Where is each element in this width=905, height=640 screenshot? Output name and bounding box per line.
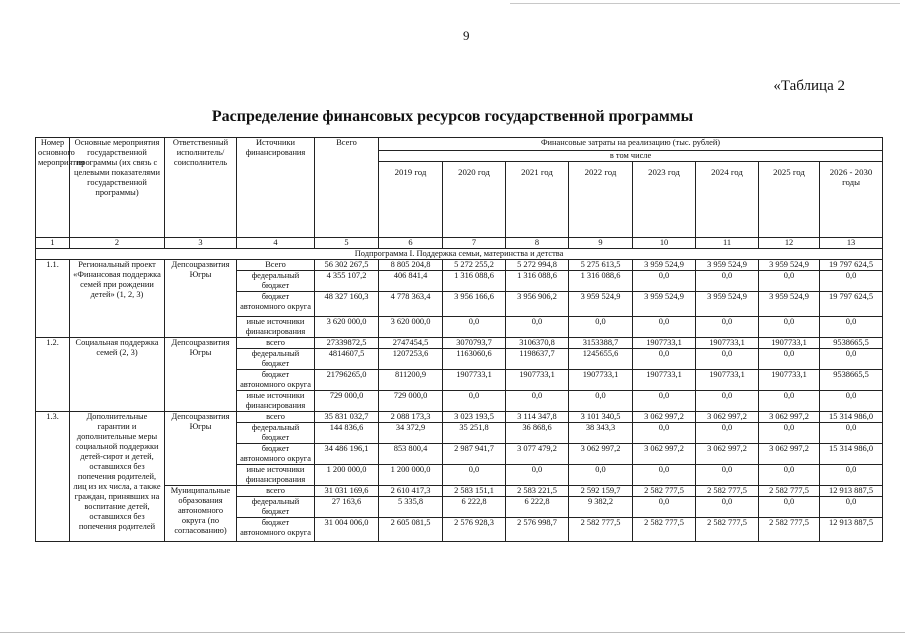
amount-cell: 2 583 151,1 <box>443 486 506 497</box>
amount-cell: 0,0 <box>759 465 820 486</box>
amount-cell: 853 800,4 <box>379 444 443 465</box>
funding-source: всего <box>237 338 315 349</box>
amount-cell: 3 959 524,9 <box>759 260 820 271</box>
header-year: 2019 год <box>379 162 443 238</box>
amount-cell: 2 582 777,5 <box>759 518 820 542</box>
amount-cell: 3 023 193,5 <box>443 412 506 423</box>
column-number: 9 <box>569 238 633 249</box>
amount-cell: 1907733,1 <box>696 338 759 349</box>
amount-cell: 0,0 <box>569 465 633 486</box>
amount-cell: 0,0 <box>696 391 759 412</box>
amount-cell: 0,0 <box>820 465 883 486</box>
amount-cell: 0,0 <box>443 391 506 412</box>
funding-source: всего <box>237 412 315 423</box>
amount-cell: 2 576 928,3 <box>443 518 506 542</box>
amount-cell: 1 200 000,0 <box>315 465 379 486</box>
page-number: 9 <box>463 28 470 43</box>
funding-source: федеральный бюджет <box>237 423 315 444</box>
amount-cell: 0,0 <box>633 349 696 370</box>
amount-cell: 0,0 <box>696 465 759 486</box>
amount-cell: 3 062 997,2 <box>633 444 696 465</box>
amount-cell: 1907733,1 <box>696 370 759 391</box>
amount-cell: 0,0 <box>820 423 883 444</box>
amount-cell: 1 316 088,6 <box>443 271 506 292</box>
amount-cell: 31 004 006,0 <box>315 518 379 542</box>
amount-cell: 1207253,6 <box>379 349 443 370</box>
amount-cell: 0,0 <box>759 317 820 338</box>
executor: Депсоцразвития Югры <box>165 338 237 412</box>
amount-cell: 2 610 417,3 <box>379 486 443 497</box>
amount-cell: 27339872,5 <box>315 338 379 349</box>
amount-cell: 9 382,2 <box>569 497 633 518</box>
amount-cell: 0,0 <box>696 271 759 292</box>
amount-cell: 1198637,7 <box>506 349 569 370</box>
amount-cell: 0,0 <box>759 391 820 412</box>
amount-cell: 0,0 <box>569 317 633 338</box>
amount-cell: 35 831 032,7 <box>315 412 379 423</box>
amount-cell: 0,0 <box>696 317 759 338</box>
amount-cell: 0,0 <box>696 349 759 370</box>
column-number: 10 <box>633 238 696 249</box>
funding-source: Всего <box>237 260 315 271</box>
header-year: 2021 год <box>506 162 569 238</box>
amount-cell: 3 959 524,9 <box>569 292 633 317</box>
funding-source: иные источники финансирования <box>237 391 315 412</box>
amount-cell: 729 000,0 <box>315 391 379 412</box>
amount-cell: 1907733,1 <box>759 370 820 391</box>
table-row <box>36 412 883 423</box>
amount-cell: 3 956 906,2 <box>506 292 569 317</box>
amount-cell: 5 272 994,8 <box>506 260 569 271</box>
amount-cell: 0,0 <box>759 349 820 370</box>
amount-cell: 1 316 088,6 <box>569 271 633 292</box>
amount-cell: 12 913 887,5 <box>820 486 883 497</box>
amount-cell: 5 335,8 <box>379 497 443 518</box>
amount-cell: 1245655,6 <box>569 349 633 370</box>
amount-cell: 0,0 <box>820 271 883 292</box>
amount-cell: 3 062 997,2 <box>696 444 759 465</box>
amount-cell: 3 062 997,2 <box>759 444 820 465</box>
funding-source: бюджет автономного округа <box>237 518 315 542</box>
amount-cell: 3 959 524,9 <box>759 292 820 317</box>
header-year: 2020 год <box>443 162 506 238</box>
column-number: 12 <box>759 238 820 249</box>
amount-cell: 2 582 777,5 <box>569 518 633 542</box>
funding-source: федеральный бюджет <box>237 349 315 370</box>
table-row <box>36 260 883 271</box>
amount-cell: 12 913 887,5 <box>820 518 883 542</box>
header-incl: в том числе <box>379 151 883 162</box>
amount-cell: 3 114 347,8 <box>506 412 569 423</box>
funding-source: иные источники финансирования <box>237 317 315 338</box>
amount-cell: 4 778 363,4 <box>379 292 443 317</box>
amount-cell: 0,0 <box>759 271 820 292</box>
amount-cell: 2 582 777,5 <box>696 486 759 497</box>
amount-cell: 0,0 <box>820 317 883 338</box>
header-costs: Финансовые затраты на реализацию (тыс. рублей) <box>379 138 883 151</box>
amount-cell: 1907733,1 <box>633 338 696 349</box>
executor: Депсоцразвития Югры <box>165 412 237 486</box>
subprogram-row <box>36 249 883 260</box>
amount-cell: 9538665,5 <box>820 370 883 391</box>
amount-cell: 2 582 777,5 <box>633 486 696 497</box>
amount-cell: 38 343,3 <box>569 423 633 444</box>
amount-cell: 729 000,0 <box>379 391 443 412</box>
amount-cell: 1163060,6 <box>443 349 506 370</box>
header-row <box>36 138 883 151</box>
amount-cell: 2 088 173,3 <box>379 412 443 423</box>
funding-source: федеральный бюджет <box>237 497 315 518</box>
amount-cell: 0,0 <box>696 497 759 518</box>
amount-cell: 4 355 107,2 <box>315 271 379 292</box>
header-sources: Источники финансирования <box>237 138 315 238</box>
subprogram-title: Подпрограмма I. Поддержка семьи, материнства и детства <box>36 249 883 260</box>
funding-source: бюджет автономного округа <box>237 370 315 391</box>
measure-number: 1.1. <box>36 260 70 338</box>
amount-cell: 0,0 <box>633 465 696 486</box>
amount-cell: 2 583 221,5 <box>506 486 569 497</box>
column-number: 3 <box>165 238 237 249</box>
amount-cell: 34 372,9 <box>379 423 443 444</box>
amount-cell: 811200,9 <box>379 370 443 391</box>
amount-cell: 3 062 997,2 <box>759 412 820 423</box>
amount-cell: 15 314 986,0 <box>820 444 883 465</box>
amount-cell: 1907733,1 <box>633 370 696 391</box>
amount-cell: 6 222,8 <box>443 497 506 518</box>
amount-cell: 2 582 777,5 <box>633 518 696 542</box>
funding-source: федеральный бюджет <box>237 271 315 292</box>
header-measures: Основные мероприятия государственной программы (их связь с целевыми показателями государственной программы) <box>70 138 165 238</box>
column-number: 7 <box>443 238 506 249</box>
amount-cell: 1 316 088,6 <box>506 271 569 292</box>
amount-cell: 31 031 169,6 <box>315 486 379 497</box>
amount-cell: 0,0 <box>506 317 569 338</box>
amount-cell: 56 302 267,5 <box>315 260 379 271</box>
amount-cell: 0,0 <box>633 391 696 412</box>
amount-cell: 3106370,8 <box>506 338 569 349</box>
header-year: 2026 - 2030 годы <box>820 162 883 238</box>
amount-cell: 1907733,1 <box>569 370 633 391</box>
amount-cell: 3 101 340,5 <box>569 412 633 423</box>
amount-cell: 2 576 998,7 <box>506 518 569 542</box>
amount-cell: 0,0 <box>443 317 506 338</box>
table-label: «Таблица 2 <box>773 78 845 94</box>
amount-cell: 3153388,7 <box>569 338 633 349</box>
amount-cell: 15 314 986,0 <box>820 412 883 423</box>
amount-cell: 0,0 <box>443 465 506 486</box>
amount-cell: 4814607,5 <box>315 349 379 370</box>
header-num: Номер основного мероприятия <box>36 138 70 238</box>
document-title: Распределение финансовых ресурсов государственной программы <box>211 108 694 125</box>
amount-cell: 0,0 <box>820 349 883 370</box>
amount-cell: 19 797 624,5 <box>820 260 883 271</box>
amount-cell: 19 797 624,5 <box>820 292 883 317</box>
header-year: 2022 год <box>569 162 633 238</box>
financial-resources-table <box>35 137 883 542</box>
amount-cell: 2 592 159,7 <box>569 486 633 497</box>
measure-name: Социальная поддержка семей (2, 3) <box>70 338 165 412</box>
amount-cell: 3 620 000,0 <box>315 317 379 338</box>
column-number: 8 <box>506 238 569 249</box>
funding-source: бюджет автономного округа <box>237 292 315 317</box>
amount-cell: 27 163,6 <box>315 497 379 518</box>
amount-cell: 3 956 166,6 <box>443 292 506 317</box>
amount-cell: 2 582 777,5 <box>759 486 820 497</box>
amount-cell: 3 959 524,9 <box>633 260 696 271</box>
amount-cell: 144 836,6 <box>315 423 379 444</box>
header-year: 2023 год <box>633 162 696 238</box>
amount-cell: 0,0 <box>506 465 569 486</box>
amount-cell: 5 275 613,5 <box>569 260 633 271</box>
amount-cell: 3 062 997,2 <box>633 412 696 423</box>
header-year: 2024 год <box>696 162 759 238</box>
amount-cell: 2747454,5 <box>379 338 443 349</box>
measure-number: 1.3. <box>36 412 70 542</box>
header-executor: Ответственный исполнитель/соисполнитель <box>165 138 237 238</box>
amount-cell: 3070793,7 <box>443 338 506 349</box>
amount-cell: 1907733,1 <box>443 370 506 391</box>
measure-name: Дополнительные гарантии и дополнительные меры социальной поддержки детей-сирот и детей, оставшихся без попечения родителей, лиц из их числа, а также граждан, принявших на воспитание детей, оставшихся без попечения родителей <box>70 412 165 542</box>
amount-cell: 35 251,8 <box>443 423 506 444</box>
amount-cell: 0,0 <box>696 423 759 444</box>
column-number: 2 <box>70 238 165 249</box>
amount-cell: 0,0 <box>633 497 696 518</box>
amount-cell: 5 272 255,2 <box>443 260 506 271</box>
amount-cell: 1907733,1 <box>506 370 569 391</box>
amount-cell: 3 959 524,9 <box>696 260 759 271</box>
amount-cell: 9538665,5 <box>820 338 883 349</box>
amount-cell: 2 582 777,5 <box>696 518 759 542</box>
amount-cell: 1 200 000,0 <box>379 465 443 486</box>
amount-cell: 21796265,0 <box>315 370 379 391</box>
funding-source: иные источники финансирования <box>237 465 315 486</box>
amount-cell: 0,0 <box>633 423 696 444</box>
executor: Муниципальные образования автономного округа (по согласованию) <box>165 486 237 542</box>
column-number: 1 <box>36 238 70 249</box>
amount-cell: 2 987 941,7 <box>443 444 506 465</box>
amount-cell: 2 605 081,5 <box>379 518 443 542</box>
amount-cell: 34 486 196,1 <box>315 444 379 465</box>
amount-cell: 3 062 997,2 <box>696 412 759 423</box>
scan-artifact-bottom <box>0 632 905 633</box>
amount-cell: 6 222,8 <box>506 497 569 518</box>
amount-cell: 3 959 524,9 <box>633 292 696 317</box>
column-number: 4 <box>237 238 315 249</box>
column-number: 13 <box>820 238 883 249</box>
amount-cell: 0,0 <box>820 497 883 518</box>
amount-cell: 3 959 524,9 <box>696 292 759 317</box>
amount-cell: 0,0 <box>759 423 820 444</box>
amount-cell: 0,0 <box>506 391 569 412</box>
amount-cell: 1907733,1 <box>759 338 820 349</box>
measure-number: 1.2. <box>36 338 70 412</box>
funding-source: бюджет автономного округа <box>237 444 315 465</box>
amount-cell: 36 868,6 <box>506 423 569 444</box>
amount-cell: 406 841,4 <box>379 271 443 292</box>
amount-cell: 0,0 <box>820 391 883 412</box>
amount-cell: 8 805 204,8 <box>379 260 443 271</box>
scan-artifact-top <box>510 3 900 4</box>
column-numbers-row <box>36 238 883 249</box>
amount-cell: 3 062 997,2 <box>569 444 633 465</box>
amount-cell: 0,0 <box>633 271 696 292</box>
executor: Депсоцразвития Югры <box>165 260 237 338</box>
header-year: 2025 год <box>759 162 820 238</box>
amount-cell: 0,0 <box>633 317 696 338</box>
amount-cell: 3 077 479,2 <box>506 444 569 465</box>
header-total: Всего <box>315 138 379 238</box>
amount-cell: 0,0 <box>569 391 633 412</box>
column-number: 6 <box>379 238 443 249</box>
amount-cell: 0,0 <box>759 497 820 518</box>
measure-name: Региональный проект «Финансовая поддержка семей при рождении детей» (1, 2, 3) <box>70 260 165 338</box>
column-number: 5 <box>315 238 379 249</box>
table-row <box>36 338 883 349</box>
column-number: 11 <box>696 238 759 249</box>
funding-source: всего <box>237 486 315 497</box>
amount-cell: 48 327 160,3 <box>315 292 379 317</box>
amount-cell: 3 620 000,0 <box>379 317 443 338</box>
